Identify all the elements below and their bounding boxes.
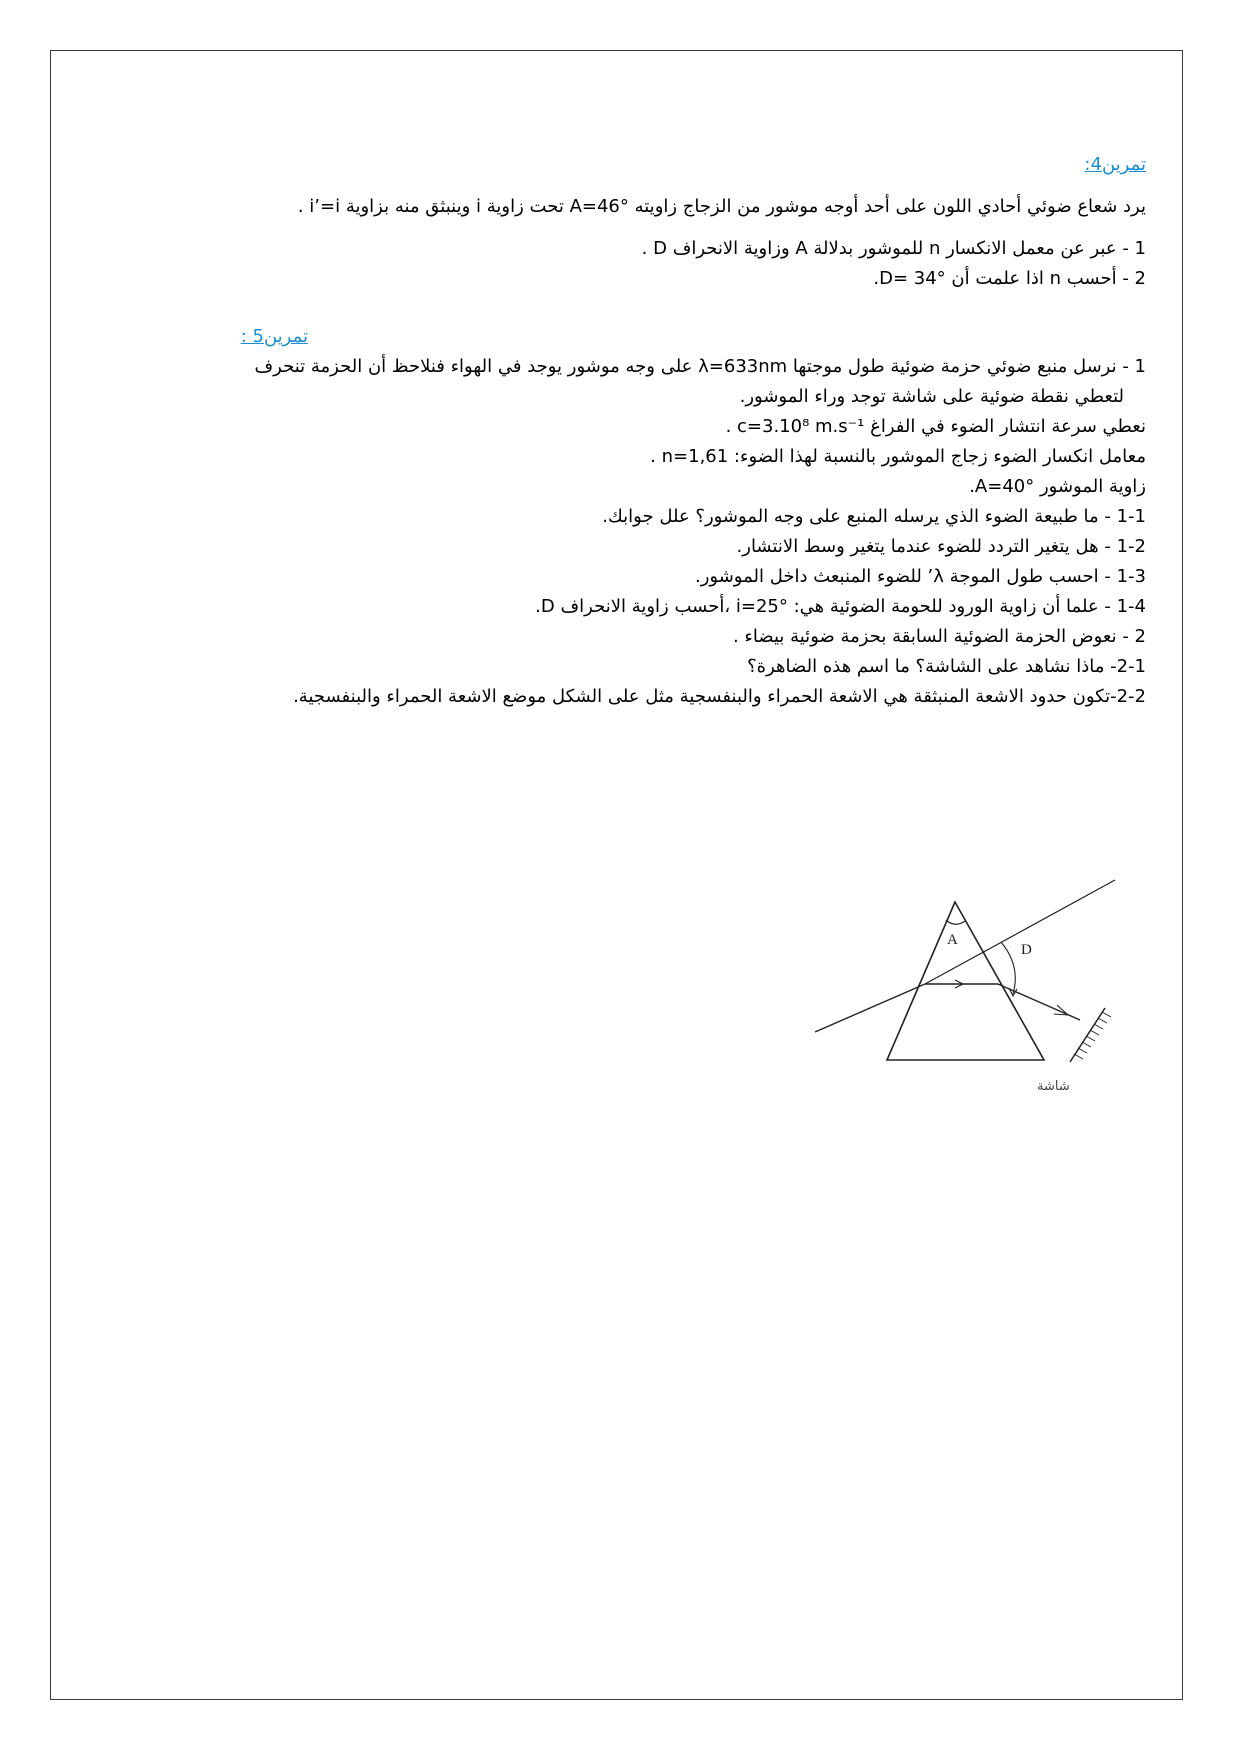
exercise4-question-2: 2 - أحسب n اذا علمت أن D= 34°. [873,268,1146,289]
given-refractive-index: معامل انكسار الضوء زجاج الموشور بالنسبة لهذا الضوء: n=1,61 . [650,446,1146,467]
exercise5-question-1-3: 1-3 - احسب طول الموجة λ’ للضوء المنبعث داخل الموشور. [694,566,1146,587]
label-angle-a: A [947,932,958,948]
screen-line [1070,1008,1105,1062]
prism-diagram [805,862,1155,1102]
exercise5-question-1-1: 1-1 - ما طبيعة الضوء الذي يرسله المنبع على وجه الموشور؟ علل جوابك. [602,506,1146,527]
exercise4-heading: تمرين4: [1084,154,1146,175]
prism-triangle [887,902,1044,1060]
exercise5-question-2-1: 2-1- ماذا نشاهد على الشاشة؟ ما اسم هذه الضاهرة؟ [747,656,1146,677]
exercise5-question-1-2: 1-2 - هل يتغير التردد للضوء عندما يتغير وسط الانتشار. [736,536,1146,557]
exercise5-question-1-4: 1-4 - علما أن زاوية الورود للحومة الضوئية هي: i=25° ،أحسب زاوية الانحراف D. [535,596,1146,617]
given-light-speed: نعطي سرعة انتشار الضوء في الفراغ c=3.10⁸ m.s⁻¹ . [725,416,1146,437]
label-deviation-d: D [1021,942,1032,958]
exercise5-question-1-line-2: لتعطي نقطة ضوئية على شاشة توجد وراء الموشور. [739,386,1124,407]
exercise4-statement: يرد شعاع ضوئي أحادي اللون على أحد أوجه موشور من الزجاج زاويته A=46° تحت زاوية i وينبثق منه بزاوية i’=i . [297,196,1146,217]
exercise5-question-2: 2 - نعوض الحزمة الضوئية السابقة بحزمة ضوئية بيضاء . [732,626,1146,647]
document-body [140,150,1146,712]
prism-figure [805,862,1155,1102]
label-screen: شاشة [1037,1079,1070,1094]
incident-ray [815,984,925,1032]
apex-angle-arc [946,920,965,924]
exercise4-question-1: 1 - عبر عن معمل الانكسار n للموشور بدلالة A وزاوية الانحراف D . [641,238,1146,259]
exercise5-heading: تمرين5 : [240,326,308,347]
exercise5-question-2-2: 2-2-تكون حدود الاشعة المنبثقة هي الاشعة الحمراء والبنفسجية مثل على الشكل موضع الاشعة الحمراء والبنفسجية. [293,686,1146,707]
exercise5-question-1-line-1: 1 - نرسل منبع ضوئي حزمة ضوئية طول موجتها λ=633nm على وجه موشور يوجد في الهواء فنلاحظ أن الحزمة تنحرف [254,356,1146,377]
given-prism-angle: زاوية الموشور A=40°. [969,476,1146,497]
